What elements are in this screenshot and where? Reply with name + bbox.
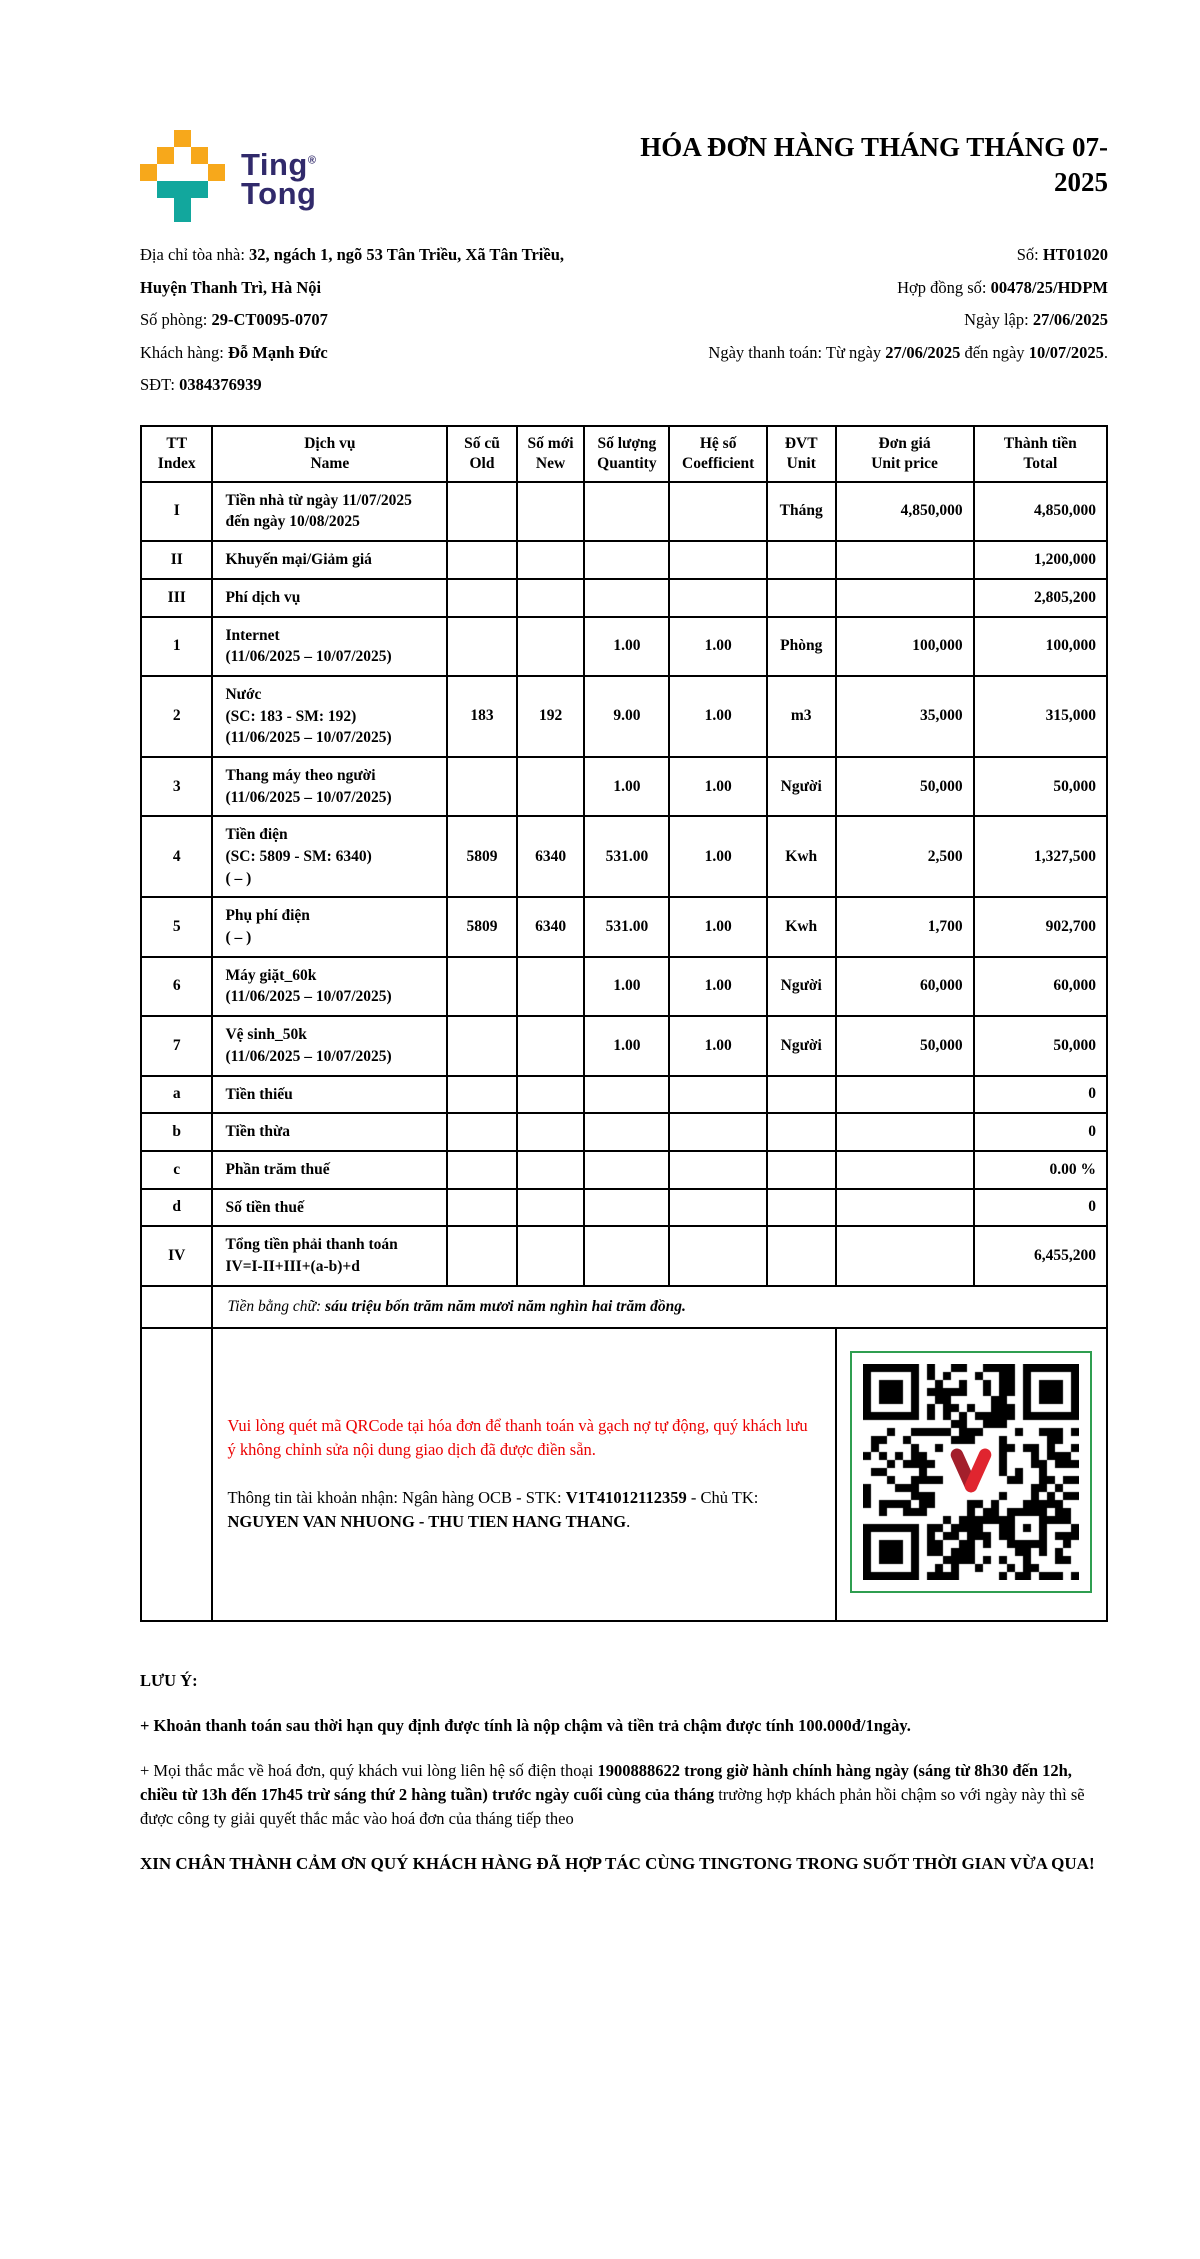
cell-new [517,541,585,579]
cell-old [447,1113,517,1151]
cell-quantity: 1.00 [584,957,669,1016]
cell-index: 4 [141,816,212,897]
amount-in-words-label: Tiền bằng chữ: [227,1297,326,1315]
cell-unit: Kwh [767,816,836,897]
cell-quantity: 1.00 [584,1016,669,1075]
cell-quantity [584,579,669,617]
cell-unit [767,1076,836,1114]
cell-coefficient [669,1226,767,1285]
cell-service-name: Số tiền thuế [212,1189,447,1227]
col-header-quantity: Số lượng Quantity [584,426,669,482]
cell-quantity: 1.00 [584,757,669,816]
amount-in-words-row [141,1286,1107,1328]
cell-unit-price [836,541,974,579]
cell-quantity [584,1151,669,1189]
cell-old [447,1151,517,1189]
cell-coefficient: 1.00 [669,816,767,897]
cell-unit-price [836,1076,974,1114]
cell-total: 0 [974,1076,1107,1114]
cell-old [447,1189,517,1227]
cell-service-name: Tiền nhà từ ngày 11/07/2025 đến ngày 10/08/2025 [212,482,447,541]
qr-cell [836,1328,1107,1621]
registered-mark: ® [307,154,317,167]
cell-old [447,1226,517,1285]
cell-unit [767,541,836,579]
cell-unit-price [836,1226,974,1285]
cell-unit-price: 35,000 [836,676,974,757]
cell-service-name: Internet (11/06/2025 – 10/07/2025) [212,617,447,676]
cell-old: 183 [447,676,517,757]
cell-new [517,1226,585,1285]
empty-index-cell [141,1328,212,1621]
cell-index: II [141,541,212,579]
hotline-note: + Mọi thắc mắc về hoá đơn, quý khách vui lòng liên hệ số điện thoại 1900888622 trong giờ hành chính hàng ngày (sáng từ 8h30 đến 12h, chiều từ 13h đến 17h45 trừ sáng thứ 2 hàng tuần) trước ngày cuối cùng của tháng trường hợp khách phản hồi chậm so với ngày này thì sẽ được công ty giải quyết thắc mắc vào hoá đơn của tháng tiếp theo [140,1760,1085,1828]
cell-old [447,1076,517,1114]
cell-coefficient: 1.00 [669,676,767,757]
cell-old [447,1016,517,1075]
col-header-unit: ĐVT Unit [767,426,836,482]
cell-unit [767,1151,836,1189]
cell-unit [767,1189,836,1227]
cell-unit: m3 [767,676,836,757]
table-row [141,957,1107,1016]
cell-unit [767,1113,836,1151]
invoice-notes [140,1669,1108,1877]
cell-index: 1 [141,617,212,676]
cell-unit-price [836,1189,974,1227]
cell-unit-price: 1,700 [836,897,974,956]
cell-unit [767,1226,836,1285]
customer-info [140,239,643,402]
cell-index: 5 [141,897,212,956]
col-header-name: Dịch vụ Name [212,426,447,482]
cell-index: a [141,1076,212,1114]
table-row [141,541,1107,579]
cell-index: III [141,579,212,617]
table-row [141,482,1107,541]
cell-service-name: Phụ phí điện ( – ) [212,897,447,956]
cell-service-name: Tiền thiếu [212,1076,447,1114]
cell-unit-price [836,1113,974,1151]
building-address-line2: Huyện Thanh Trì, Hà Nội [140,277,322,297]
cell-index: c [141,1151,212,1189]
amount-in-words [212,1286,1107,1328]
cell-service-name: Thang máy theo người (11/06/2025 – 10/07/2025) [212,757,447,816]
cell-old [447,482,517,541]
payment-instructions [212,1328,835,1621]
cell-unit-price: 50,000 [836,1016,974,1075]
cell-total: 0 [974,1113,1107,1151]
cell-unit: Người [767,957,836,1016]
cell-unit [767,579,836,617]
cell-unit: Phòng [767,617,836,676]
cell-service-name: Tiền điện (SC: 5809 - SM: 6340) ( – ) [212,816,447,897]
cell-index: 3 [141,757,212,816]
cell-new [517,1189,585,1227]
cell-total: 0 [974,1189,1107,1227]
col-header-index: TT Index [141,426,212,482]
wordmark-tong: Tong [241,176,317,212]
invoice-info [140,239,1108,402]
table-row [141,1226,1107,1285]
invoice-table-body [141,482,1107,1286]
cell-coefficient: 1.00 [669,957,767,1016]
col-header-coefficient: Hệ số Coefficient [669,426,767,482]
cell-quantity [584,1113,669,1151]
cell-new: 6340 [517,816,585,897]
cell-index: 2 [141,676,212,757]
cell-quantity: 531.00 [584,897,669,956]
cell-new [517,1076,585,1114]
cell-old [447,541,517,579]
cell-total: 2,805,200 [974,579,1107,617]
tingtong-wordmark [241,147,317,212]
cell-new: 192 [517,676,585,757]
invoice-number: Số: HT01020 [1016,245,1108,264]
cell-total: 0.00 % [974,1151,1107,1189]
cell-total: 50,000 [974,757,1107,816]
cell-quantity [584,1076,669,1114]
cell-total: 1,200,000 [974,541,1107,579]
cell-service-name: Tiền thừa [212,1113,447,1151]
cell-coefficient [669,1151,767,1189]
cell-coefficient: 1.00 [669,757,767,816]
customer-name: Khách hàng: Đỗ Mạnh Đức [140,342,328,362]
table-row [141,757,1107,816]
cell-quantity: 9.00 [584,676,669,757]
cell-unit-price: 100,000 [836,617,974,676]
tingtong-logo [140,130,316,224]
payment-period: Ngày thanh toán: Từ ngày 27/06/2025 đến ngày 10/07/2025. [708,342,1108,362]
cell-service-name: Phí dịch vụ [212,579,447,617]
table-row [141,816,1107,897]
thank-you-note: XIN CHÂN THÀNH CẢM ƠN QUÝ KHÁCH HÀNG ĐÃ HỢP TÁC CÙNG TINGTONG TRONG SUỐT THỜI GIAN VỪA QUA! [140,1854,1095,1874]
invoice-title: HÓA ĐƠN HÀNG THÁNG THÁNG 07- 2025 [640,132,1108,197]
cell-coefficient: 1.00 [669,1016,767,1075]
qr-row [141,1328,1107,1621]
cell-unit: Người [767,1016,836,1075]
col-header-total: Thành tiền Total [974,426,1107,482]
table-row [141,1076,1107,1114]
table-row [141,1016,1107,1075]
cell-total: 100,000 [974,617,1107,676]
cell-quantity: 1.00 [584,617,669,676]
cell-unit: Kwh [767,897,836,956]
cell-new [517,579,585,617]
cell-coefficient [669,541,767,579]
late-payment-note: + Khoản thanh toán sau thời hạn quy định được tính là nộp chậm và tiền trả chậm được tính 100.000đ/1ngày. [140,1715,911,1735]
cell-unit: Người [767,757,836,816]
cell-old [447,957,517,1016]
table-row [141,1189,1107,1227]
cell-new [517,1016,585,1075]
cell-total: 315,000 [974,676,1107,757]
cell-coefficient: 1.00 [669,897,767,956]
cell-quantity: 531.00 [584,816,669,897]
cell-old: 5809 [447,897,517,956]
vietqr-v-icon [946,1447,996,1497]
empty-index-cell [141,1286,212,1328]
cell-new [517,1113,585,1151]
cell-old [447,617,517,676]
cell-service-name: Máy giặt_60k (11/06/2025 – 10/07/2025) [212,957,447,1016]
col-header-old: Số cũ Old [447,426,517,482]
cell-quantity [584,1189,669,1227]
cell-coefficient [669,1076,767,1114]
cell-total: 902,700 [974,897,1107,956]
cell-unit: Tháng [767,482,836,541]
cell-new: 6340 [517,897,585,956]
cell-quantity [584,1226,669,1285]
table-row [141,1151,1107,1189]
cell-quantity [584,482,669,541]
account-info-text: Thông tin tài khoản nhận: Ngân hàng OCB - STK: V1T41012112359 - Chủ TK: NGUYEN VAN NHUONG - THU TIEN HANG THANG. [227,1488,759,1532]
cell-old [447,579,517,617]
cell-service-name: Phần trăm thuế [212,1151,447,1189]
building-address: Địa chỉ tòa nhà: 32, ngách 1, ngõ 53 Tân Triều, Xã Tân Triều, [140,245,564,264]
cell-new [517,617,585,676]
cell-service-name: Vệ sinh_50k (11/06/2025 – 10/07/2025) [212,1016,447,1075]
invoice-table [140,425,1108,1622]
invoice-meta [643,239,1108,402]
wordmark-ting: Ting [241,147,308,182]
amount-in-words-value: sáu triệu bốn trăm năm mươi năm nghìn hai trăm đồng. [325,1297,686,1315]
cell-unit-price [836,579,974,617]
col-header-unit-price: Đơn giá Unit price [836,426,974,482]
room-number: Số phòng: 29-CT0095-0707 [140,310,328,329]
cell-total: 6,455,200 [974,1226,1107,1285]
cell-unit-price: 50,000 [836,757,974,816]
cell-coefficient [669,482,767,541]
cell-coefficient [669,579,767,617]
cell-coefficient [669,1189,767,1227]
cell-total: 4,850,000 [974,482,1107,541]
cell-unit-price: 4,850,000 [836,482,974,541]
cell-unit-price: 60,000 [836,957,974,1016]
cell-old: 5809 [447,816,517,897]
cell-new [517,482,585,541]
contract-number: Hợp đồng số: 00478/25/HDPM [897,277,1108,297]
cell-total: 50,000 [974,1016,1107,1075]
tingtong-logo-icon [140,130,226,224]
cell-total: 1,327,500 [974,816,1107,897]
cell-index: 6 [141,957,212,1016]
cell-new [517,957,585,1016]
qr-code [850,1351,1092,1593]
customer-phone: SĐT: 0384376939 [140,375,262,394]
cell-service-name: Nước (SC: 183 - SM: 192) (11/06/2025 – 10/07/2025) [212,676,447,757]
cell-index: IV [141,1226,212,1285]
cell-service-name: Khuyến mại/Giảm giá [212,541,447,579]
cell-service-name: Tổng tiền phải thanh toán IV=I-II+III+(a-b)+d [212,1226,447,1285]
cell-new [517,757,585,816]
table-row [141,579,1107,617]
table-row [141,617,1107,676]
issue-date: Ngày lập: 27/06/2025 [964,310,1108,329]
cell-index: 7 [141,1016,212,1075]
cell-unit-price: 2,500 [836,816,974,897]
col-header-new: Số mới New [517,426,585,482]
invoice-header [140,130,1108,224]
notes-heading: LƯU Ý: [140,1670,198,1690]
cell-old [447,757,517,816]
cell-coefficient: 1.00 [669,617,767,676]
table-header-row [141,426,1107,482]
cell-total: 60,000 [974,957,1107,1016]
cell-quantity [584,541,669,579]
cell-index: d [141,1189,212,1227]
cell-unit-price [836,1151,974,1189]
cell-index: b [141,1113,212,1151]
cell-new [517,1151,585,1189]
table-row [141,676,1107,757]
cell-index: I [141,482,212,541]
cell-coefficient [669,1113,767,1151]
table-row [141,897,1107,956]
qr-instruction-text: Vui lòng quét mã QRCode tại hóa đơn để thanh toán và gạch nợ tự động, quý khách lưu ý không chỉnh sửa nội dung giao dịch đã được điền sẵn. [227,1416,808,1460]
table-row [141,1113,1107,1151]
